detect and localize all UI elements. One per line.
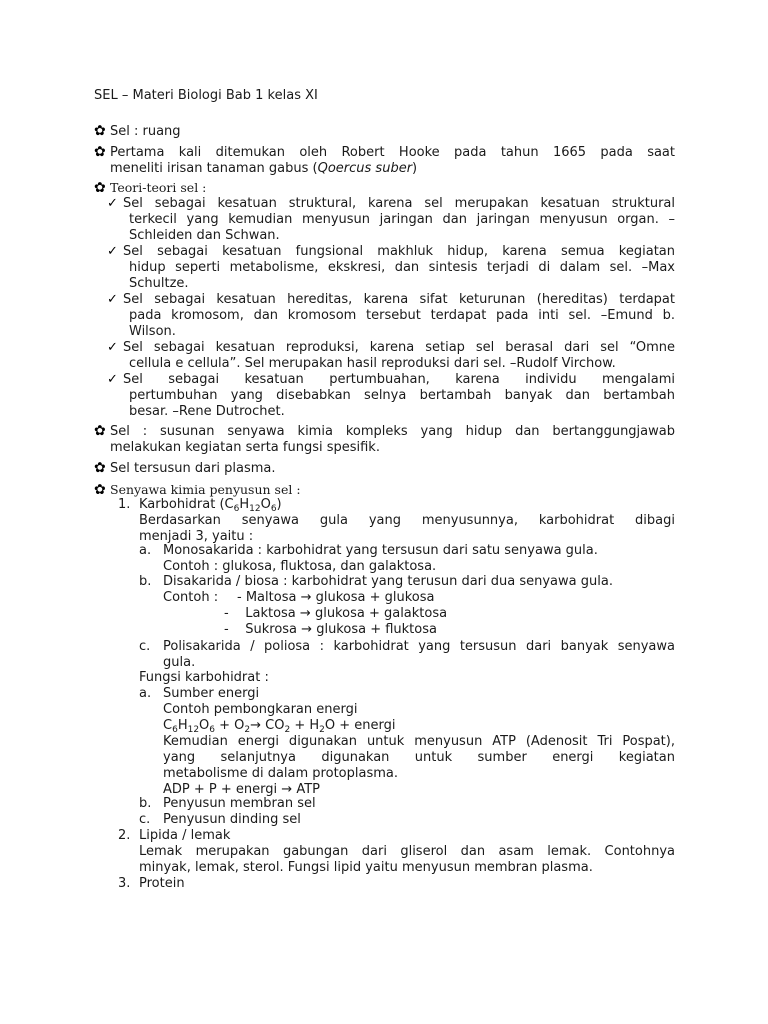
lipida-title: Lipida / lemak bbox=[139, 828, 231, 843]
fungsi-dinding: Penyusun dinding sel bbox=[163, 812, 301, 827]
flower-bullet-icon: ✿ bbox=[94, 460, 106, 476]
flower-bullet-icon: ✿ bbox=[94, 180, 106, 196]
list-item: ✓ Sel sebagai kesatuan pertumbuahan, karena individu mengalami pertumbuhan yang disebabkan selnya bertambah banyak dan bertambah besar. –Rene Dutrochet. bbox=[107, 372, 675, 419]
species-name: Qoercus suber bbox=[317, 161, 413, 176]
check-mark-icon: ✓ bbox=[107, 244, 118, 259]
senyawa-heading: ✿ Senyawa kimia penyusun sel : bbox=[94, 482, 301, 498]
list-label: b. bbox=[139, 796, 152, 811]
list-item: ✓ Sel sebagai kesatuan struktural, karena sel merupakan kesatuan struktural terkecil yang kemudian menyusun jaringan dan jaringan menyusun organ. – Schleiden dan Schwan. bbox=[107, 196, 675, 243]
fungsi-sumber-energi: Sumber energi Contoh pembongkaran energi $C_6H_{12}O_6 + O_2\to CO_2 + H_2O$ + energi Kemudian energi digunakan untuk menyusun ATP (Adenosit Tri Pospat), yang selanjutnya digunakan untuk sumber energi kegiatan metabolisme di dalam protoplasma. ADP + P + energi → ATP bbox=[163, 686, 675, 797]
fungsi-membran: Penyusun membran sel bbox=[163, 796, 316, 811]
list-item: ✓ Sel sebagai kesatuan hereditas, karena sifat keturunan (hereditas) terdapat pada kromosom, dan kromosom tersebut terdapat pada inti sel. –Emund b. Wilson. bbox=[107, 292, 675, 339]
arrow-right-icon: → bbox=[299, 606, 311, 621]
flower-bullet-icon: ✿ bbox=[94, 423, 106, 439]
lipida-num: 2. bbox=[118, 828, 131, 843]
monosakarida: Monosakarida : karbohidrat yang tersusun dari satu senyawa gula. Contoh : glukosa, fluktosa, dan galaktosa. bbox=[163, 543, 598, 574]
bullet-susunan: ✿ Sel : susunan senyawa kimia kompleks yang hidup dan bertanggungjawab melakukan kegiatan serta fungsi spesifik. bbox=[94, 423, 675, 455]
flower-bullet-icon: ✿ bbox=[94, 123, 106, 139]
disakarida: Disakarida / biosa : karbohidrat yang terusun dari dua senyawa gula. bbox=[163, 574, 613, 589]
arrow-right-icon: → bbox=[301, 622, 313, 637]
protein-num: 3. bbox=[118, 876, 131, 891]
check-mark-icon: ✓ bbox=[107, 196, 118, 211]
lipida-section: Lipida / lemak Lemak merupakan gabungan dari gliserol dan asam lemak. Contohnya minyak, lemak, sterol. Fungsi lipid yaitu menyusun membran plasma. bbox=[139, 828, 675, 875]
flower-bullet-icon: ✿ bbox=[94, 482, 106, 498]
check-mark-icon: ✓ bbox=[107, 340, 118, 355]
karbohidrat-title: Karbohidrat $(C_6H_{12}O_6)$ bbox=[139, 497, 282, 514]
arrow-right-icon: → bbox=[300, 590, 312, 605]
protein-title: Protein bbox=[139, 876, 185, 891]
list-label: a. bbox=[139, 543, 152, 558]
arrow-right-icon: → bbox=[250, 718, 262, 733]
example-row: - Maltosa → glukosa + glukosa bbox=[237, 590, 435, 605]
list-label: b. bbox=[139, 574, 152, 589]
polisakarida: Polisakarida / poliosa : karbohidrat yang tersusun dari banyak senyawa gula. bbox=[163, 639, 675, 670]
karbohidrat-desc: Berdasarkan senyawa gula yang menyusunnya, karbohidrat dibagi menjadi 3, yaitu : bbox=[139, 513, 675, 544]
example-row: - Laktosa → glukosa + galaktosa bbox=[224, 606, 448, 621]
equation-respiration: $C_6H_{12}O_6 + O_2\to CO_2 + H_2O$ + energi bbox=[163, 718, 396, 735]
bullet-hooke: ✿ Pertama kali ditemukan oleh Robert Hooke pada tahun 1665 pada saat meneliti irisan tanaman gabus (Qoercus suber) bbox=[94, 144, 675, 176]
list-item: ✓ Sel sebagai kesatuan fungsional makhluk hidup, karena semua kegiatan hidup seperti metabolisme, ekskresi, dan sintesis terjadi di dalam sel. –Max Schultze. bbox=[107, 244, 675, 291]
disakarida-contoh-label: Contoh : bbox=[163, 590, 219, 605]
fungsi-heading: Fungsi karbohidrat : bbox=[139, 670, 269, 685]
check-mark-icon: ✓ bbox=[107, 372, 118, 387]
list-label: c. bbox=[139, 812, 151, 827]
karbohidrat-num: 1. bbox=[118, 497, 131, 512]
arrow-right-icon: → bbox=[281, 782, 293, 797]
example-row: - Sukrosa → glukosa + fluktosa bbox=[224, 622, 437, 637]
bullet-plasma: ✿ Sel tersusun dari plasma. bbox=[94, 460, 276, 476]
equation-atp: ADP + P + energi → ATP bbox=[163, 782, 320, 797]
teori-heading: ✿ Teori-teori sel : bbox=[94, 180, 207, 196]
list-label: c. bbox=[139, 639, 151, 654]
document-title: SEL – Materi Biologi Bab 1 kelas XI bbox=[94, 88, 318, 103]
flower-bullet-icon: ✿ bbox=[94, 144, 106, 160]
bullet-sel-ruang: ✿ Sel : ruang bbox=[94, 123, 181, 139]
teori-list bbox=[107, 196, 675, 420]
list-label: a. bbox=[139, 686, 152, 701]
check-mark-icon: ✓ bbox=[107, 292, 118, 307]
list-item: ✓ Sel sebagai kesatuan reproduksi, karena setiap sel berasal dari sel “Omne cellula e cellula”. Sel merupakan hasil reproduksi dari sel. –Rudolf Virchow. bbox=[107, 340, 675, 371]
